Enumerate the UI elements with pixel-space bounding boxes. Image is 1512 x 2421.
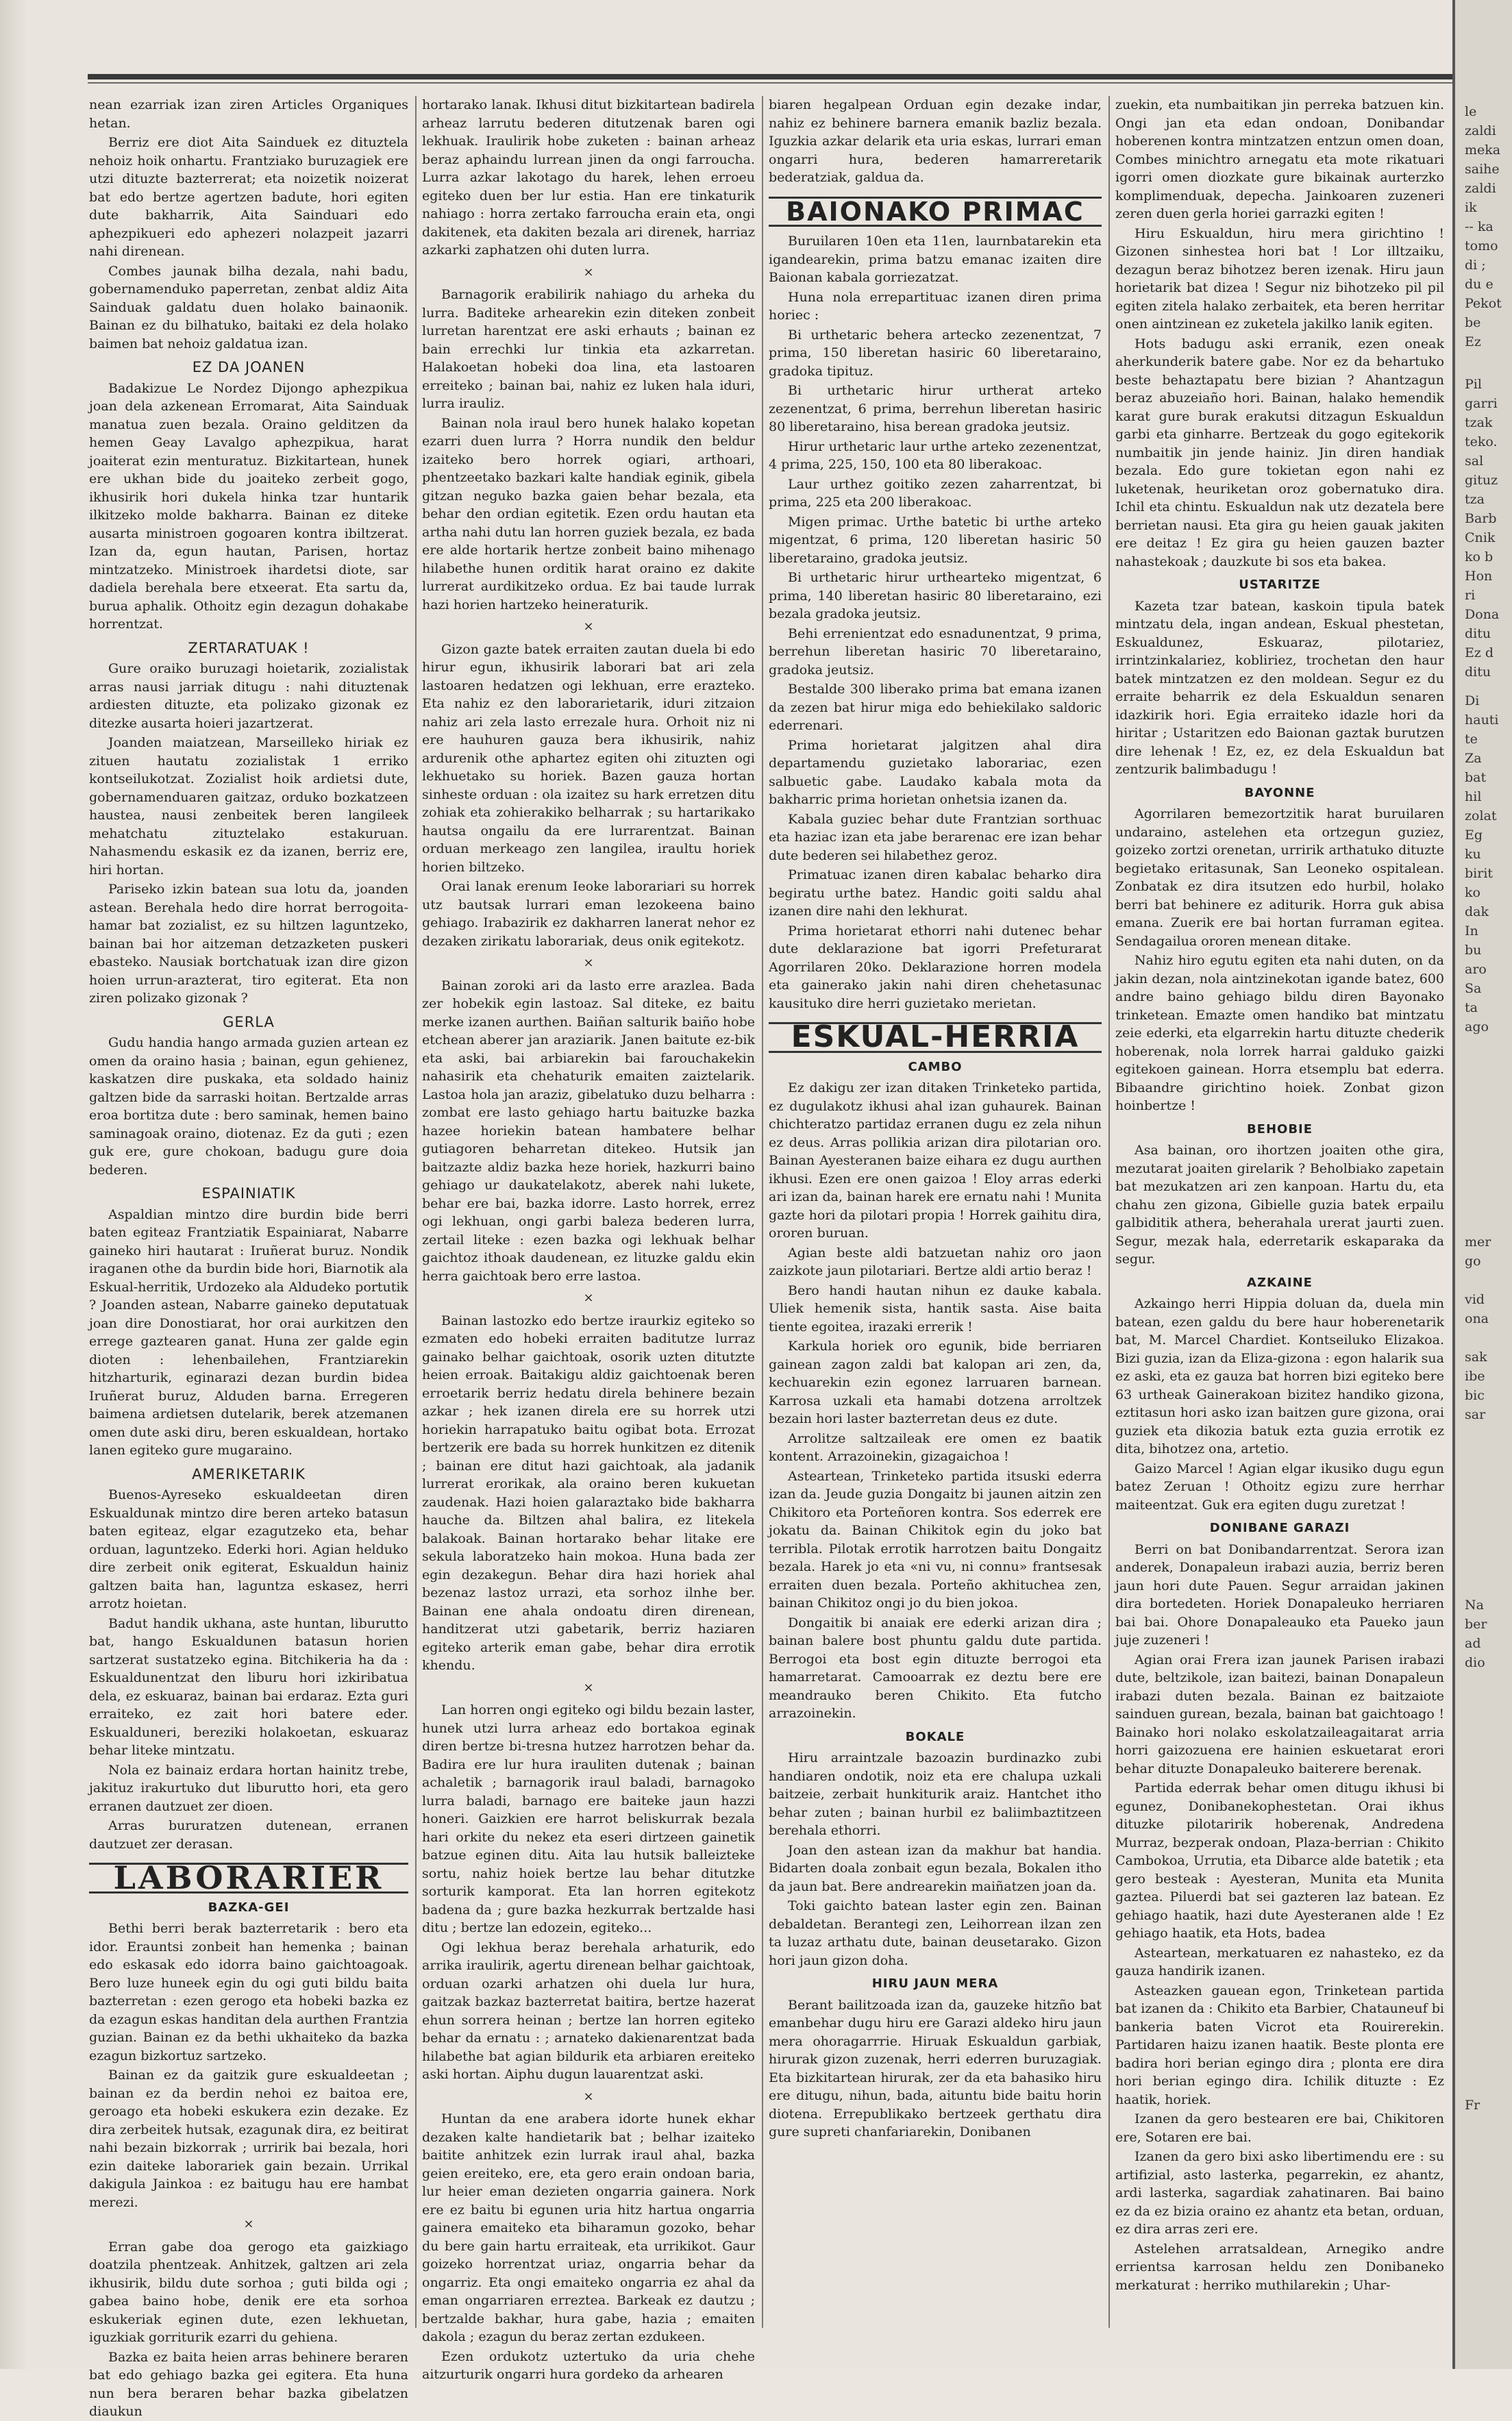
fragment-text: Ez d (1465, 645, 1494, 660)
column-rule (762, 96, 763, 2328)
separator-star: × (583, 264, 594, 280)
fragment-text: le (1465, 104, 1477, 119)
paragraph: Izanen da gero bixi asko libertimendu ere : su artifizial, asto lasterka, pegarrekin, ez ahantz, ardi lasterka, sagardiak zahatinaren. Bai baino ez da ez bizia oraino ez ahantz eta betan, orduan, ez dira arras zeri ere. (1115, 2149, 1444, 2237)
paragraph: Izanen da gero bestearen ere bai, Chikitoren ere, Sotaren ere bai. (1115, 2111, 1444, 2145)
paragraph: Erran gabe doa gerogo eta gaizkiago doatzila phentzeak. Anhitzek, galtzen ari zela ikhusirik, bildu dute sorhoa ; guti bilda ogi ; gabea baino hobe, denik ere eta sorhoa eskukeriak eginen dute, ezen lekhuetan, iguzkiak gorriturik ezarri du gehiena. (89, 2239, 408, 2345)
fragment-text: mer (1465, 1234, 1491, 1250)
paragraph: Aspaldian mintzo dire burdin bide berri baten egiteaz Frantziatik Espainiarat, Nabarre gaineko hiri hautarat : Iruñerat buruz. Nondik iraganen othe da burdin bide hori, Biarnotik ala Eskual-herritik, Urdozeko ala Aldudeko portutik ? Joanden astean, Nabarre gaineko deputatuak joan dire Donostiarat, hor orai aurkitzen den errege gaztearen ganat. Huna zer galde egin dioten : lehenbailehen, Frantziarekin hitzharturik, eginarazi dezan burdin bidea Iruñerat buruz, Alduden barna. Erregeren baimena ardietsen dutelarik, berek atzemanen omen dute aski diru, beren eskualdean, hortako lanen egiteko gure mugaraino. (89, 1206, 408, 1458)
paragraph: Ogi lekhua beraz berehala arhaturik, edo arrika iraulirik, agertu direnean belhar gaichtoak, orduan ozarki arhatzen ohi duela lur hura, gaitzak bazkaz bazterretat baitira, bertze hazerat ehun sorrera heinan ; bertze lan horren egiteko behar da ernatu : ; arnateko dakienarentzat bada hilabethe bat agian bildurik eta arbiaren ereiteko aski hortan. Aiphu dugun lauarentzat aski. (422, 1939, 755, 2082)
paragraph: Ezen ordukotz uztertuko da uria chehe aitzurturik ongarri hura gordeko da arhearen (422, 2348, 755, 2382)
paragraph: Pariseko izkin batean sua lotu da, joanden astean. Berehala hedo dire horrat berrogoita-hamar bat zozialist, ez su hiltzen laguntzeko, bainan bai hor aitzeman detzazketen puskeri ebasteko. Nausiak bortchatuak izan dire gizon hoien urrun-arazterat, tiro egiterat. Eta non ziren polizako gizonak ? (89, 882, 408, 1006)
subsection-heading: DONIBANE GARAZI (1209, 1521, 1350, 1535)
paragraph: Bi urthetaric hirur urthearteko migentzat, 6 prima, 140 liberetan hasiric 80 liberetaraino, ezi bezala gradoka jeutsiz. (769, 570, 1102, 621)
section-heading: GERLA (223, 1013, 275, 1030)
fragment-text: meka (1465, 142, 1501, 158)
fragment-text: bat (1465, 770, 1487, 785)
fragment-text: birit (1465, 866, 1494, 881)
fragment-text: ibe (1465, 1369, 1485, 1384)
column-3 (769, 96, 1102, 2328)
fragment-text: dio (1465, 1655, 1485, 1670)
column-rule (1108, 96, 1110, 2328)
paragraph: Orai lanak erenum Ieoke laborariari su horrek utz bautsak lurrari eman lezokeena baino gehiago. Irabazirik ez dakharren lanerat nehor ez dezaken zirikatu laborariak, deus onik egitekotz. (422, 879, 755, 949)
paragraph: Astelehen arratsaldean, Arnegiko andre errientsa karrosan heldu zen Donibaneko merkaturat : herriko muthilarekin ; Uhar- (1115, 2241, 1444, 2293)
fragment-text: ko b (1465, 549, 1494, 564)
paragraph: Joan den astean izan da makhur bat handia. Bidarten doala zonbait egun bezala, Bokalen itho da jaun bat. Bere andrearekin maiñatzen joan da. (769, 1842, 1102, 1894)
fragment-text: Sa (1465, 981, 1482, 996)
fragment-text: sal (1465, 454, 1484, 469)
fragment-text: hauti (1465, 712, 1499, 728)
fragment-text: ona (1465, 1311, 1489, 1326)
fragment-text: Dona (1465, 607, 1500, 622)
paragraph: Ez dakigu zer izan ditaken Trinketeko partida, ez dugulakotz ikhusi ahal izan guhaurek. Bainan chichteratzo partidaz erranen dugu ez zela nihun ez deus. Arras pollikia arizan dira pilotarian oro. Bainan Ayesteranen baize eihara ez dugu aurthen ikhusi. Ezen ere onen gaizoa ! Eloy arras ederki ari izan da, bainan harek ere ernatu nahi ! Munita gazte hori da pilotari propia ! Horrek gaihitu dira, ororen buruan. (769, 1080, 1102, 1241)
subsection-heading: CAMBO (908, 1059, 963, 1074)
paragraph: Berri on bat Donibandarrentzat. Serora izan anderek, Donapaleun irabazi auzia, berriz beren jaun hori dute Pauen. Segur arraidan jakinen dira bortedeten. Horiek Donapaleuko herriaren bai bai. Ohore Donapaleauko eta Paueko jaun juje zuzeneri ! (1115, 1541, 1444, 1648)
fragment-text: bu (1465, 943, 1482, 958)
fragment-text: ditu (1465, 626, 1491, 641)
fragment-text: du e (1465, 277, 1494, 292)
paragraph: Kabala guziec behar dute Frantzian sorthuac eta haziac izan eta jabe berarenac ere izan behar dute bederen sei hilabethez geroz. (769, 811, 1102, 863)
paragraph: Hirur urthetaric laur urthe arteko zezenentzat, 4 prima, 225, 150, 100 eta 80 liberakoac. (769, 438, 1102, 472)
section-heading: EZ DA JOANEN (192, 359, 306, 375)
baionako-primac-heading: BAIONAKO PRIMAC (769, 197, 1102, 227)
section-heading: ESPAINIATIK (201, 1185, 296, 1202)
fragment-text: sak (1465, 1350, 1487, 1365)
fragment-text: zaldi (1465, 181, 1496, 196)
paragraph: Asteartean, merkatuaren ez nahasteko, ez da gauza handirik izanen. (1115, 1945, 1444, 1978)
paragraph: Joanden maiatzean, Marseilleko hiriak ez zituen hautatu zozialistak 1 erriko kontseilukotzat. Zozialist hoik ardietsi dute, gobernamenduaren gaitzaz, orduko bozkatzeen haustea, nausi zenbeitek beren langileek mehatchatu zituztelako estakuruan. Nahasmendu eskasik ez da izanen, berriz ere, hiri hortan. (89, 735, 408, 878)
paragraph: Bainan ez da gaitzik gure eskualdeetan ; bainan ez da berdin nehoi ez baitoa ere, geroago eta hobeki eskukera ezin dezake. Ez dira zerbeitek hutsak, ezagunak dira, ez beitirat nahi bezain bizkorrak ; urririk bai bezala, hori ezin daiteke laborariek gain bezain. Urrikal dakigula Jainkoa : ez baitugu hau ere hambat merezi. (89, 2068, 408, 2210)
fragment-text: ku (1465, 847, 1481, 862)
paragraph: Agian orai Frera izan jaunek Parisen irabazi dute, beltzikole, izan baitezi, bainan Donapaleun irabazi duten bezala. Bainan ez baitzaiote sainduen gurean, bezala, bainan bat gaichtoago ! Bainako hori nolako eskolatzaileagaitarat arria horri gaizozuena ere hainien eskuetarat erori behar dituzte Donapaleuko baiterere berenak. (1115, 1652, 1444, 1776)
paragraph: Bethi berri berak bazterretarik : bero eta idor. Erauntsi zonbeit han hemenka ; bainan edo eskasak edo idorra baino gaichtoagoak. Bero luze huneek egin du ogi guti bildu baita bazterretan : ezen gerogo eta hobeki bazka ez da ezagun eskas handitan dela aurthen Frantzia guzian. Bainan ez da bethi ukhaiteko da bazka ezagun bizkortuz sartzeko. (89, 1921, 408, 2063)
top-rule (88, 74, 1458, 79)
paragraph: Badut handik ukhana, aste huntan, liburutto bat, hango Eskualdunen batasun horien sartzerat sustatzeko egina. Bitchikeria ha da : Eskualdunentzat den liburu hori izkiribatua dela, ez eskuaraz, bainan bai erdaraz. Ezta guri erraiteko, ez zait hori batere eder. Eskualduneri, bereziki holakoetan, eskuaraz behar liteke mintzatu. (89, 1615, 408, 1758)
section-heading: AMERIKETARIK (192, 1465, 306, 1482)
paragraph: Lan horren ongi egiteko ogi bildu bezain laster, hunek utzi lurra arheaz edo bortakoa eginak diren bertze bi-tresna hutzez harrotzen behar da. Badira ere lur hura irauliten dutenak ; bainan achaletik ; barnagorik iraul baladi, barnagoko lurra baladi, barnago ere baiteke jaun hazzi honeri. Gaizkien ere harrot beliskurrak bezala hari orkite du nekez eta eseri dirtzeen gainetik batzue eginen ditu. Aita lau hutsik balleizteke sortu, nahiz hoiek bertze lau behar ditutzke sorturik kamporat. Eta lan horren egitekotz badena da ; gure bazka hezkurrak bertzalde hasi ditu ; bertze lan edozein, egiteko... (422, 1702, 755, 1935)
paragraph: Bero handi hautan nihun ez dauke kabala. Uliek hemenik sista, hantik sasta. Aise baita tiente egoitea, irazaki errerik ! (769, 1282, 1102, 1334)
subsection-heading: BAYONNE (1244, 785, 1315, 800)
fragment-text: Eg (1465, 828, 1483, 843)
fragment-text: saihe (1465, 162, 1500, 177)
paragraph: Azkaingo herri Hippia doluan da, duela min batean, ezen galdu du bere haur hoberenetarik bat, M. Marcel Chardiet. Kontseiluko Elizakoa. Bizi guzia, izan da Eliza-gizona : egon halarik sua ez aski, eta ez gauza bat horren bizi egiteko bere 63 urtheak Gainerakoan bizitez handiko gizona, eztitasun hori asko izan baitzen gure gizona, orai guziek eta dikozia batuk ezta guzia errotik ez dita, bihotzez ona, artetio. (1115, 1296, 1444, 1456)
paragraph: Prima horietarat jalgitzen ahal dira departamendu guzietako laborariac, ezen salbuetic gabe. Laudako kabala mota da bakharric prima horietan onhetsia izanen da. (769, 737, 1102, 807)
paragraph: hortarako lanak. Ikhusi ditut bizkitartean badirela arheaz larrutu bederen ditutzenak baren ogi lekhuak. Iraulirik hobe zuketen : bainan arheaz beraz aphaindu lurrean jinen da ongi farroucha. Lurra azkar lakotago du harek, lehen erroeu egiteko duen ber lur estia. Han ere tinkaturik nahiago : horra zertako farroucha erain eta, ongi dakitenek, eta dakiten bezala ari direnek, harriaz azkarki zaphatzen ohi duten lurra. (422, 97, 755, 258)
paragraph: Prima horietarat ethorri nahi dutenec behar dute deklarazione bat igorri Prefeturarat Agorrilaren 20ko. Deklarazione horren modela eta gainerako jakin nahi diren chehetasunac kausituko dire herri guzietako merietan. (769, 923, 1102, 1011)
paragraph: Primatuac izanen diren kabalac beharko dira begiratu urthe batez. Handic goiti saldu ahal izanen dire nahi den lekhurat. (769, 867, 1102, 919)
subsection-heading: AZKAINE (1247, 1275, 1313, 1290)
separator-star: × (243, 2217, 254, 2231)
fragment-text: Fr (1465, 2098, 1480, 2113)
separator-star: × (583, 956, 594, 970)
paragraph: Barnagorik erabilirik nahiago du arheka du lurra. Baditeke arhearekin ezin diteken zonbeit lurretan harentzat ere aski erhauts ; bainan ez bain errechki lur tinkia eta azkarretan. Halakoetan hobeki doa lina, eta lastoaren erreiteko ; bainan bai, nahiz ez luken hala iduri, lurra irauliz. (422, 287, 755, 411)
paragraph: Gizon gazte batek erraiten zautan duela bi edo hirur egun, ikhusirik laborari bat ari zela lastoaren hedatzen ogi lekhuan, erre erazteko. Eta nahiz ez den laborarietarik, iduri zitzaion nahiz ari zela lasto errezale hura. Orhoit niz ni ere hauhuren gauza bera ikhusirik, nahiz ardurenik othe aphartez egiten ohi zituzten ogi lekhuetako su horiek. Bazen gauza hortan sinheste orduan : ola izaitez su hark erretzen ditu zohiak eta zohierakiko belharrak ; su hartarikako hautsa ongailu da ere lurrarentzat. Bainan orduan merkeago zen langilea, iraultu horiek horien biltzeko. (422, 641, 755, 875)
column-rule (415, 96, 417, 2328)
paragraph: Huntan da ene arabera idorte hunek ekhar dezaken kalte handietarik bat ; belhar izaiteko baitite anhitzek ezin lurrak iraul ahal, bazka geien ereiteko, ere, eta gero erain ondoan baria, lur heier eman dezieten ongarria gainera. Nork ere ez baitu bi egunen uria hitz hartua ongarria gainera emaiteko eta biharamun gozoko, behar du bere gain hartu erraiteak, eta urrikikot. Gaur goizeko horrentzat uriaz, ongarria behar da ongarriz. Eta ongi emaiteko ongarria ez ahal da eman ongarriaren erreztea. Barkeak ez dautzu ; bertzalde bakhar, hura gabe, hazia ; emaiten dakola ; ezagun du beraz zertan ezdukeen. (422, 2111, 755, 2344)
fragment-text: Hon (1465, 569, 1493, 584)
fragment-text: ditu (1465, 665, 1491, 680)
fragment-text: ad (1465, 1636, 1481, 1651)
fragment-text: teko. (1465, 434, 1498, 449)
paragraph: Agorrilaren bemezortzitik harat buruilaren undaraino, astelehen eta ortzegun guziez, goizeko zortzi orenetan, urririk arthatuko dituzte begietako eritasunak, San Leoneko ospitalean. Zonbatak ez dira itsutzen edo hurbil, holako berri bat behinere ez aditurik. Horra guk abisa emana. Zuerik ere bai hortan furraman egitea. Sendagailua ororen menean ditake. (1115, 806, 1444, 949)
paragraph: Bazka ez baita heien arras behinere beraren bat edo gehiago bazka gei egitera. Eta huna nun bera beraren behar bazka gibelatzen diaukun (89, 2349, 408, 2419)
fragment-text: ber (1465, 1617, 1487, 1632)
paragraph: Asteazken gauean egon, Trinketean partida bat izanen da : Chikito eta Barbier, Chatauneuf bi bankeria baten Vicrot eta Rouirerekin. Partidaren haizu izanen haatik. Beste plonta ere badira hori berian egingo dira ; plonta ere dira hori berian egingo dira. Ichilik dituzte : Ez haatik, horiek. (1115, 1983, 1444, 2107)
paragraph: Combes jaunak bilha dezala, nahi badu, gobernamenduko paperretan, zenbat aldiz Aita Sainduak galdatu duen holako bainaonik. Bainan ez du bilhatuko, baitaki ez dela holako baimen bat nehoiz galdatua izan. (89, 263, 408, 351)
separator-star: × (583, 619, 594, 634)
paragraph: Gaizo Marcel ! Agian elgar ikusiko dugu egun batez Zeruan ! Othoitz egizu zure herrhar maiteentzat. Guk era egiten dugu zuretzat ! (1115, 1461, 1444, 1513)
fragment-text: vid (1465, 1292, 1485, 1307)
fragment-text: zolat (1465, 808, 1497, 823)
paragraph: Partida ederrak behar omen ditugu ikhusi bi egunez, Donibanekophestetan. Orai ikhus dituzke pilotaririk hoberenak, Andredena Murraz, bezperak ondoan, Plaza-berrian : Chikito Cambokoa, Urrutia, eta Dibarce alde batetik ; eta gero besteak : Ayesteran, Munita eta Munita gaztea. Piluerdi bat sei gazteren laz batean. Ez gehiago haatik, hazi dute Ayesteranen alde ! Ez gehiago haatik, eta Hots, badea (1115, 1780, 1444, 1941)
fragment-text: Cnik (1465, 530, 1496, 545)
subsection-heading: BEHOBIE (1246, 1121, 1313, 1137)
paragraph: Huna nola errepartituac izanen diren prima horiec : (769, 289, 1102, 323)
fragment-text: gituz (1465, 473, 1498, 488)
top-rule-thin (88, 82, 1458, 84)
paragraph: Bainan zoroki ari da lasto erre arazlea. Bada zer hobekik egin lastoaz. Sal diteke, ez baitu merke izanen aurthen. Baiñan salturik baiño hobe etchean aberer jan araziarik. Janen baitute ez-bik eta aski, bai arbiarekin bai farouchakekin nahasirik eta chehaturik emaiten zaiztelarik. Lastoa hola jan araziz, gibelatuko duzu belharra : zombat ere lasto gehiago hartu baituzke bazka hazee horiekin batean hambatere belhar gutiagoren beharretan ditekeo. Hutsik jan baitzazte aldiz bazka heze horiek, hazkurri baino gehiago ur daukatelakotz, aberek nahi lukete, behar ere bai, bazka idorre. Lasto horrek, errez ogi lekhuan, ongi garbi baleza bederen lurra, zertail liteke : ezen bazka ogi lekhuak belhar gaichtoz ithoak daudenean, ez lituzke galdu ekin herra gaichtoak bero erre lastoa. (422, 978, 755, 1284)
fragment-text: bic (1465, 1388, 1485, 1403)
fragment-text: Pekot (1465, 296, 1502, 311)
paragraph: Buenos-Ayreseko eskualdeetan diren Eskualdunak mintzo dire beren arteko batasun baten egiteaz, elgar ezagutzeko eta, behar orduan, laguntzeko. Ederki hori. Agian helduko dire zerbeit onik egiterat, Eskualdun hainiz galtzen baita han, laguntza eskasez, herri arrotz hoietan. (89, 1487, 408, 1611)
subsection-heading: BAZKA-GEI (208, 1900, 290, 1915)
laborarier-heading: LABORARIER (89, 1863, 408, 1894)
paragraph: Bainan lastozko edo bertze iraurkiz egiteko so ezmaten edo hobeki erraiten baditutze lurraz gainako belhar gaichtoak, osorik uzten ditutzte heien erroak. Baitakigu aldiz gaichtoenak beren erroetarik berriz hedatu direla behinere bezain azkar ; hek izanen direla ere su horrek utzi horiekin harrapatuko baitu ogibat bota. Errozat bertzerik ere bada su horrek hunkitzen ez ditenik ; bainan ere ditut hazi gaichtoak, ala jadanik lurrerat erorikak, ala oraino beren kukuetan zaudenak. Hazi hoien galaraztako bide bakharra hauche da. Biltzen ahal balira, ez litekela balakoak. Bainan hortarako behar litake ere sekula laboratzeko hain mokoa. Huna bada zer egin dezakegun. Behar dira hazi horiek ahal bezenaz lastoz urrazi, eta sorhoz ilnhe ber. Bainan ene ahala ondoatu diren direnean, handitzerat utzi gabetarik, berriz haziaren egiteko arterik eman gabe, behar dira errotik khendu. (422, 1313, 755, 1673)
paragraph: Migen primac. Urthe batetic bi urthe arteko migentzat, 6 prima, 120 liberetan hasiric 50 liberetaraino, gradoka jeutsiz. (769, 514, 1102, 566)
fragment-text: go (1465, 1254, 1481, 1269)
paragraph: Berriz ere diot Aita Sainduek ez dituztela nehoiz hoik onhartu. Frantziako buruzagiek ere utzi dituzte bazterrerat; eta noizetik noizerat bat edo bertze agertzen badute, hori egiten dute bakharrik, Aita Sainduari edo aphezpikueri edo aphezeri nolazpeit jazarri nahi direnean. (89, 135, 408, 259)
fragment-text: -- ka (1465, 219, 1494, 234)
fragment-text: Na (1465, 1598, 1484, 1613)
fragment-text: tzak (1465, 415, 1493, 430)
paragraph: Asteartean, Trinketeko partida itsuski ederra izan da. Jeude guzia Dongaitz bi jaunen aitzin zen Chikitoro eta Porteñoren kontra. Sos ederrek ere jokatu da. Bainan Chikitok egin du joko bat terribla. Pilotak errotik harrotzen baitu Dongaitz bezala. Harek jo eta «ni vu, ni connu» frantsesak erraiten duen bezala. Porteño akhituchea zen, bainan Chikitoz ongi jo du bien jokoa. (769, 1468, 1102, 1611)
paragraph: Hiru arraintzale bazoazin burdinazko zubi handiaren ondotik, noiz eta ere chalupa uzkali baitzeie, zerbait hunkiturik araiz. Hantchet itho behar zuten ; bainan hurbil ez baliimbaztitzeen berehala ethorri. (769, 1750, 1102, 1838)
fragment-text: garri (1465, 396, 1498, 411)
paragraph: Nola ez bainaiz erdara hortan hainitz trebe, jakituz irakurtuko dut liburutto hori, eta gero erranen dautzuet zer dioen. (89, 1762, 408, 1814)
paragraph: Arrolitze saltzaileak ere omen ez baatik kontent. Arrazoinekin, gizagaichoa ! (769, 1430, 1102, 1464)
paragraph: Asa bainan, oro ihortzen joaiten othe gira, mezutarat joaiten girelarik ? Beholbiako zapetain bat mezukatzen ari zen kanpoan. Hartu du, eta chahu zen gizona, Gibielle guzia batek erpailu galbiditik athera, beherahala urerat jaurti zuen. Segur, mezak hala, ederretarik eskaparaka da segur. (1115, 1143, 1444, 1267)
paragraph: zuekin, eta numbaitikan jin perreka batzuen kin. Ongi jan eta edan ondoan, Donibandar hoberenen kontra mintzatzen entzun omen doan, Combes minichtro arnegatu eta mote rikatuari igorri omen diozkate gure bikainak aurterzko komplimenduak, depecha. Jainkoaren zuzeneri zeren duen gerla horiei garrazki egiten ! (1115, 97, 1444, 221)
fragment-text: tza (1465, 492, 1485, 507)
fragment-text: te (1465, 732, 1478, 747)
fragment-text: Di (1465, 693, 1480, 708)
fragment-text: In (1465, 923, 1478, 939)
fragment-text: di ; (1465, 258, 1486, 273)
adjacent-page-strip (1452, 0, 1512, 2369)
paragraph: Agian beste aldi batzuetan nahiz oro jaon zaizkote jaun pilotariari. Bertze aldi artio beraz ! (769, 1245, 1102, 1278)
fragment-text: tomo (1465, 238, 1498, 253)
paragraph: Buruilaren 10en eta 11en, laurnbatarekin eta igandearekin, prima batzu emanac izaiten dire Baionan kabala gorriezatzat. (769, 234, 1102, 285)
paragraph: Kazeta tzar batean, kaskoin tipula batek mintzatu dela, ingan andean, Eskual phestetan, Eskualdunez, Eskuaraz, pilotariez, irrintzinkalariez, kobliriez, trochetan den haur batek mintzatzen ez den moldean. Segur ez du erraite beharrik ez dela Eskualdun senaren idazkirik hori. Egia erraiteko idazle hori da hiritar ; Ustaritzen edo Baionan gaztak burutzen dire lehenak ! Ez, ez, ez dela Eskualdun bat zentzurik balimbadugu ! (1115, 598, 1444, 777)
paragraph: Badakizue Le Nordez Dijongo aphezpikua joan dela azkenean Erromarat, Aita Sainduak manatua zuen bezala. Oraino gelditzen da hemen Geay Lavalgo aphezpikua, harat joaiterat ezin menturatuz. Bizkitartean, hunek ere ukhan bide du joaiteko zerbeit gogo, ikhusirik hori dukela hinka tzar huntarik ilkitzeko molde bakharra. Bainan ez diteke ausarta ministroen gogoaren kontra ibiltzerat. Izan da, egun hautan, Parisen, hortaz mintzatzeko. Ministroek ihardetsi diote, sar dadiela berehala bere etxeerat. Eta sartu da, burua aphalik. Othoitz egin dezagun dohakabe horrentzat. (89, 380, 408, 632)
paragraph: Bestalde 300 liberako prima bat emana izanen da zezen bat hirur miga edo behiekilako saldoric ederrenari. (769, 682, 1102, 733)
paragraph: Berant bailitzoada izan da, gauzeke hitzño bat emanbehar dugu hiru ere Garazi aldeko hiru jaun mera ohoragarrrie. Hiruak Eskualdun garbiak, hirurak gizon zuzenak, herri ederren buruzagiak. Eta bizkitartean hirurak, zer da eta bahasiko hiru ere ditugu, nihun, bada, aituntu bide baitu horin diotena. Errepublikako bertzeek gerthatu dira gure supreti chanfariarekin, Donibanen (769, 1997, 1102, 2139)
paragraph: Bainan nola iraul bero hunek halako kopetan ezarri duen lurra ? Horra nundik den beldur izaiteko bero horrek ogiari, arthoari, phentzeetako bazkari kalte handiak eginik, gibela gitzan neguko bazka gaien behar bezala, eta behar den ordian egitetik. Ezen ordu hautan eta artha nahi dutu lan horren guziek bezala, ez bada ere alde hortarik hertze zonbeit baino mihenago hilabethe hunen orditik harat oraino ez dakite lurrerat aurdikitzeko ordua. Ez bai taude lurrak hazi horien hartzeko heineraturik. (422, 415, 755, 612)
section-heading: ZERTARATUAK ! (188, 639, 310, 656)
subsection-heading: BOKALE (905, 1729, 965, 1744)
column-2 (422, 96, 755, 2382)
fragment-text: hil (1465, 789, 1482, 804)
paragraph: Hiru Eskualdun, hiru mera girichtino ! Gizonen sinhestea hori bat ! Lor illtzaiku, dezagun beraz bihotzez beren izenak. Hiru jaun horietarik bat dizea ! Segur niz bihotzeko pil pil egiten zitela halako zerbaitek, eta beren herritar onen aintzinean ez zuketela jakilko lanik egiten. (1115, 225, 1444, 332)
fragment-text: ko (1465, 885, 1480, 900)
paragraph: Bi urthetaric hirur urtherat arteko zezenentzat, 6 prima, berrehun liberetan hasiric 80 liberetaraino, hisa berean gradoka jeutsiz. (769, 383, 1102, 434)
paragraph: Behi errenientzat edo esnadunentzat, 9 prima, berrehun liberetan hasiric 70 liberetaraino, gradoka jeutsiz. (769, 625, 1102, 678)
column-4 (1115, 96, 1444, 2328)
fragment-text: ago (1465, 1019, 1489, 1034)
fragment-text: aro (1465, 962, 1487, 977)
paragraph: Nahiz hiro egutu egiten eta nahi duten, on da jakin dezan, nola aintzinekotan igande batez, 600 andre baino gehiago bildu diren Bayonako trinketean. Emazte omen handiko bat mintzatu zeie ederki, eta elgarrekin hartu dituzte chederik hoberenak, nola lorrek harrai galduko gaizki egitekoen gainean. Horra etsemplu bat ederra. Bibaandre girichtino hoiek. Zonbat gizon hoinbertze ! (1115, 953, 1444, 1113)
paragraph: Bi urthetaric behera artecko zezenentzat, 7 prima, 150 liberetan hasiric 60 liberetaraino, gradoka tipituz. (769, 327, 1102, 379)
fragment-text: dak (1465, 904, 1489, 919)
paragraph: Arras bururatzen dutenean, erranen dautzuet zer derasan. (89, 1818, 408, 1852)
fragment-text: ta (1465, 1000, 1478, 1015)
fragment-text: be (1465, 315, 1481, 330)
fragment-text: zaldi (1465, 123, 1496, 138)
paragraph: nean ezarriak izan ziren Articles Organiques hetan. (89, 97, 408, 131)
fragment-text: ri (1465, 588, 1476, 603)
fragment-text: Pil (1465, 377, 1482, 392)
separator-star: × (583, 1680, 594, 1695)
fragment-text: Za (1465, 751, 1482, 766)
separator-star: × (583, 1291, 594, 1305)
paragraph: Gure oraiko buruzagi hoietarik, zozialistak arras nausi jarriak ditugu : nahi dituztenak ardiesten dituzte, eta polizako gizonak ez ditezke ausarta hoieri jazartzerat. (89, 661, 408, 731)
paragraph: Dongaitik bi anaiak ere ederki arizan dira ; bainan balere bost phuntu galdu dute partida. Berrogoi eta bost egin dituzte berrogoi eta hamarretarat. Camooarrak ez deztu bere ere meandrauko beren Chikito. Eta futcho arrazoinekin. (769, 1615, 1102, 1721)
paragraph: Hots badugu aski erranik, ezen oneak aherkunderik batere gabe. Nor ez da behartuko beste behaztapatu bere bizian ? Ahantzagun beraz abuzeiaño hori. Bainan, halako hemendik karat gure burak erakutsi ditzagun Eskualdun garbi eta ginharre. Bertzeak du gogo egitekorik numbaitik jin jende hainiz. Jin diren handiak bezala. Edo gure tokietan egon nahi ez luketenak, heuriketan oroz gobernatuko dira. Ichil eta chintu. Eskualdun nak utz dezatela bere berrietan nausi. Eta gira gu heien gauak jakiten ere deitaz ! Ez gira gu heien gauzen bazter nahastekoak ; dauzkute bi sos eta bakea. (1115, 336, 1444, 569)
paragraph: Gudu handia hango armada guzien artean ez omen da oraino hasia ; bainan, egun gehienez, kaskatzen dire puskaka, eta soldado hainiz galtzen bide da sarraski hoitan. Bertzalde arras eroa bortitza dute : bero saminak, hemen baino saminagoak oraino, diotenaz. Ez da guti ; ezen guk ere, gure chokoan, badugu gure doia bederen. (89, 1035, 408, 1178)
paragraph: Laur urthez goitiko zezen zaharrentzat, bi prima, 225 eta 200 liberakoac. (769, 476, 1102, 510)
fragment-text: Ez (1465, 334, 1481, 349)
paragraph: Toki gaichto batean laster egin zen. Bainan debaldetan. Berantegi zen, Leihorrean ilzan zen ta luzaz arthatu dute, bainan deusetarako. Gizon hori jaun gizon doha. (769, 1898, 1102, 1968)
subsection-heading: USTARITZE (1239, 578, 1321, 592)
separator-star: × (583, 2089, 594, 2104)
eskual-herria-heading: ESKUAL-HERRIA (769, 1022, 1102, 1053)
paragraph: Karkula horiek oro egunik, bide berriaren gainean zagon zaldi bat kalopan ari zen, da, kechuarekin ezin egonez larruaren barnean. Karrosa uzkali eta hamabi dotzena arroltzek bezain hori laster bazterretan deus ez dute. (769, 1339, 1102, 1426)
fragment-text: Barb (1465, 511, 1497, 526)
fragment-text: ik (1465, 200, 1477, 215)
page-shadow (0, 0, 27, 2369)
subsection-heading: HIRU JAUN MERA (871, 1976, 999, 1991)
fragment-text: sar (1465, 1407, 1486, 1422)
column-1 (89, 96, 408, 2419)
paragraph: biaren hegalpean Orduan egin dezake indar, nahiz ez behinere barnera emanik bazliz bezala. Iguzkia azkar delarik eta uria eskas, lurrari eman ongarri hura, bederen hamarreretarik bederatziak, galdua da. (769, 97, 1102, 185)
